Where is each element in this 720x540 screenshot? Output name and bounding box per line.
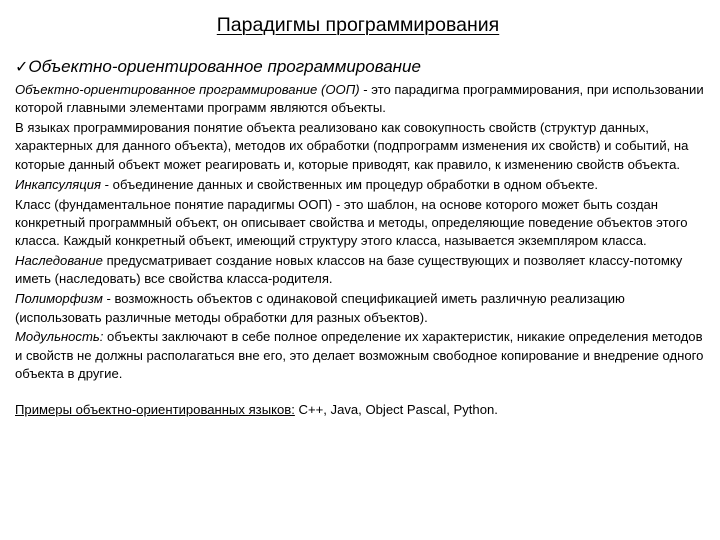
subtitle — [15, 56, 421, 78]
paragraph-polymorphism — [15, 290, 705, 327]
term-modularity: Модульность: — [15, 329, 104, 345]
paragraph-objects — [15, 119, 705, 174]
paragraph-text: предусматривает создание новых классов на базе существующих и позволяет классу-потомку иметь (наследовать) все свойства класса-родителя. — [15, 253, 683, 287]
paragraph-modularity — [15, 328, 705, 383]
term-polymorphism: Полиморфизм — [15, 291, 103, 307]
paragraph-text: Класс (фундаментальное понятие парадигмы ООП) - это шаблон, на основе которого может быть создан конкретный программный объект, он описывает свойства и методы, определяющие поведение объектов этого класса. Каждый конкретный объект, имеющий структуру этого класса, называется экземпляром класса. — [15, 196, 688, 249]
paragraph-encapsulation — [15, 176, 705, 194]
paragraph-text: - возможность объектов с одинаковой спецификацией иметь различную реализацию (использовать различные методы обработки для разных объектов). — [15, 291, 625, 325]
term-oop: Объектно-ориентированное программирование (ООП) — [15, 82, 360, 97]
paragraph-inheritance — [15, 252, 705, 289]
paragraph-text: - объединение данных и свойственных им процедур обработки в одном объекте. — [101, 176, 598, 192]
paragraph-oop-definition — [15, 81, 705, 118]
slide-body — [15, 81, 705, 420]
term-inheritance: Наследование — [15, 253, 103, 269]
checkmark-icon: ✓ — [15, 57, 29, 76]
paragraph-text: объекты заключают в себе полное определение их характеристик, никакие определения методов и свойств не должны располагаться вне его, это делает возможным свободное копирование и внедрение одного объекта в другие. — [15, 329, 704, 382]
term-encapsulation: Инкапсуляция — [15, 176, 102, 192]
subtitle-text: Объектно-ориентированное программирование — [28, 57, 421, 76]
examples-label: Примеры объектно-ориентированных языков: — [15, 402, 295, 418]
slide-title: Парадигмы программирования — [216, 14, 500, 36]
paragraph-class — [15, 196, 705, 251]
paragraph-text: В языках программирования понятие объекта реализовано как совокупность свойств (структур данных, характерных для данного объекта), методов их обработки (подпрограмм изменения их свойств) и событий, на которые данный объект может реагировать и, которые приводят, как правило, к изменению свойств объекта. — [15, 120, 689, 172]
paragraph-examples — [15, 401, 705, 419]
paragraph-text: - это парадигма программирования, при использовании которой главными элементами программ являются объекты. — [15, 82, 704, 116]
examples-text: C++, Java, Object Pascal, Python. — [294, 402, 498, 418]
